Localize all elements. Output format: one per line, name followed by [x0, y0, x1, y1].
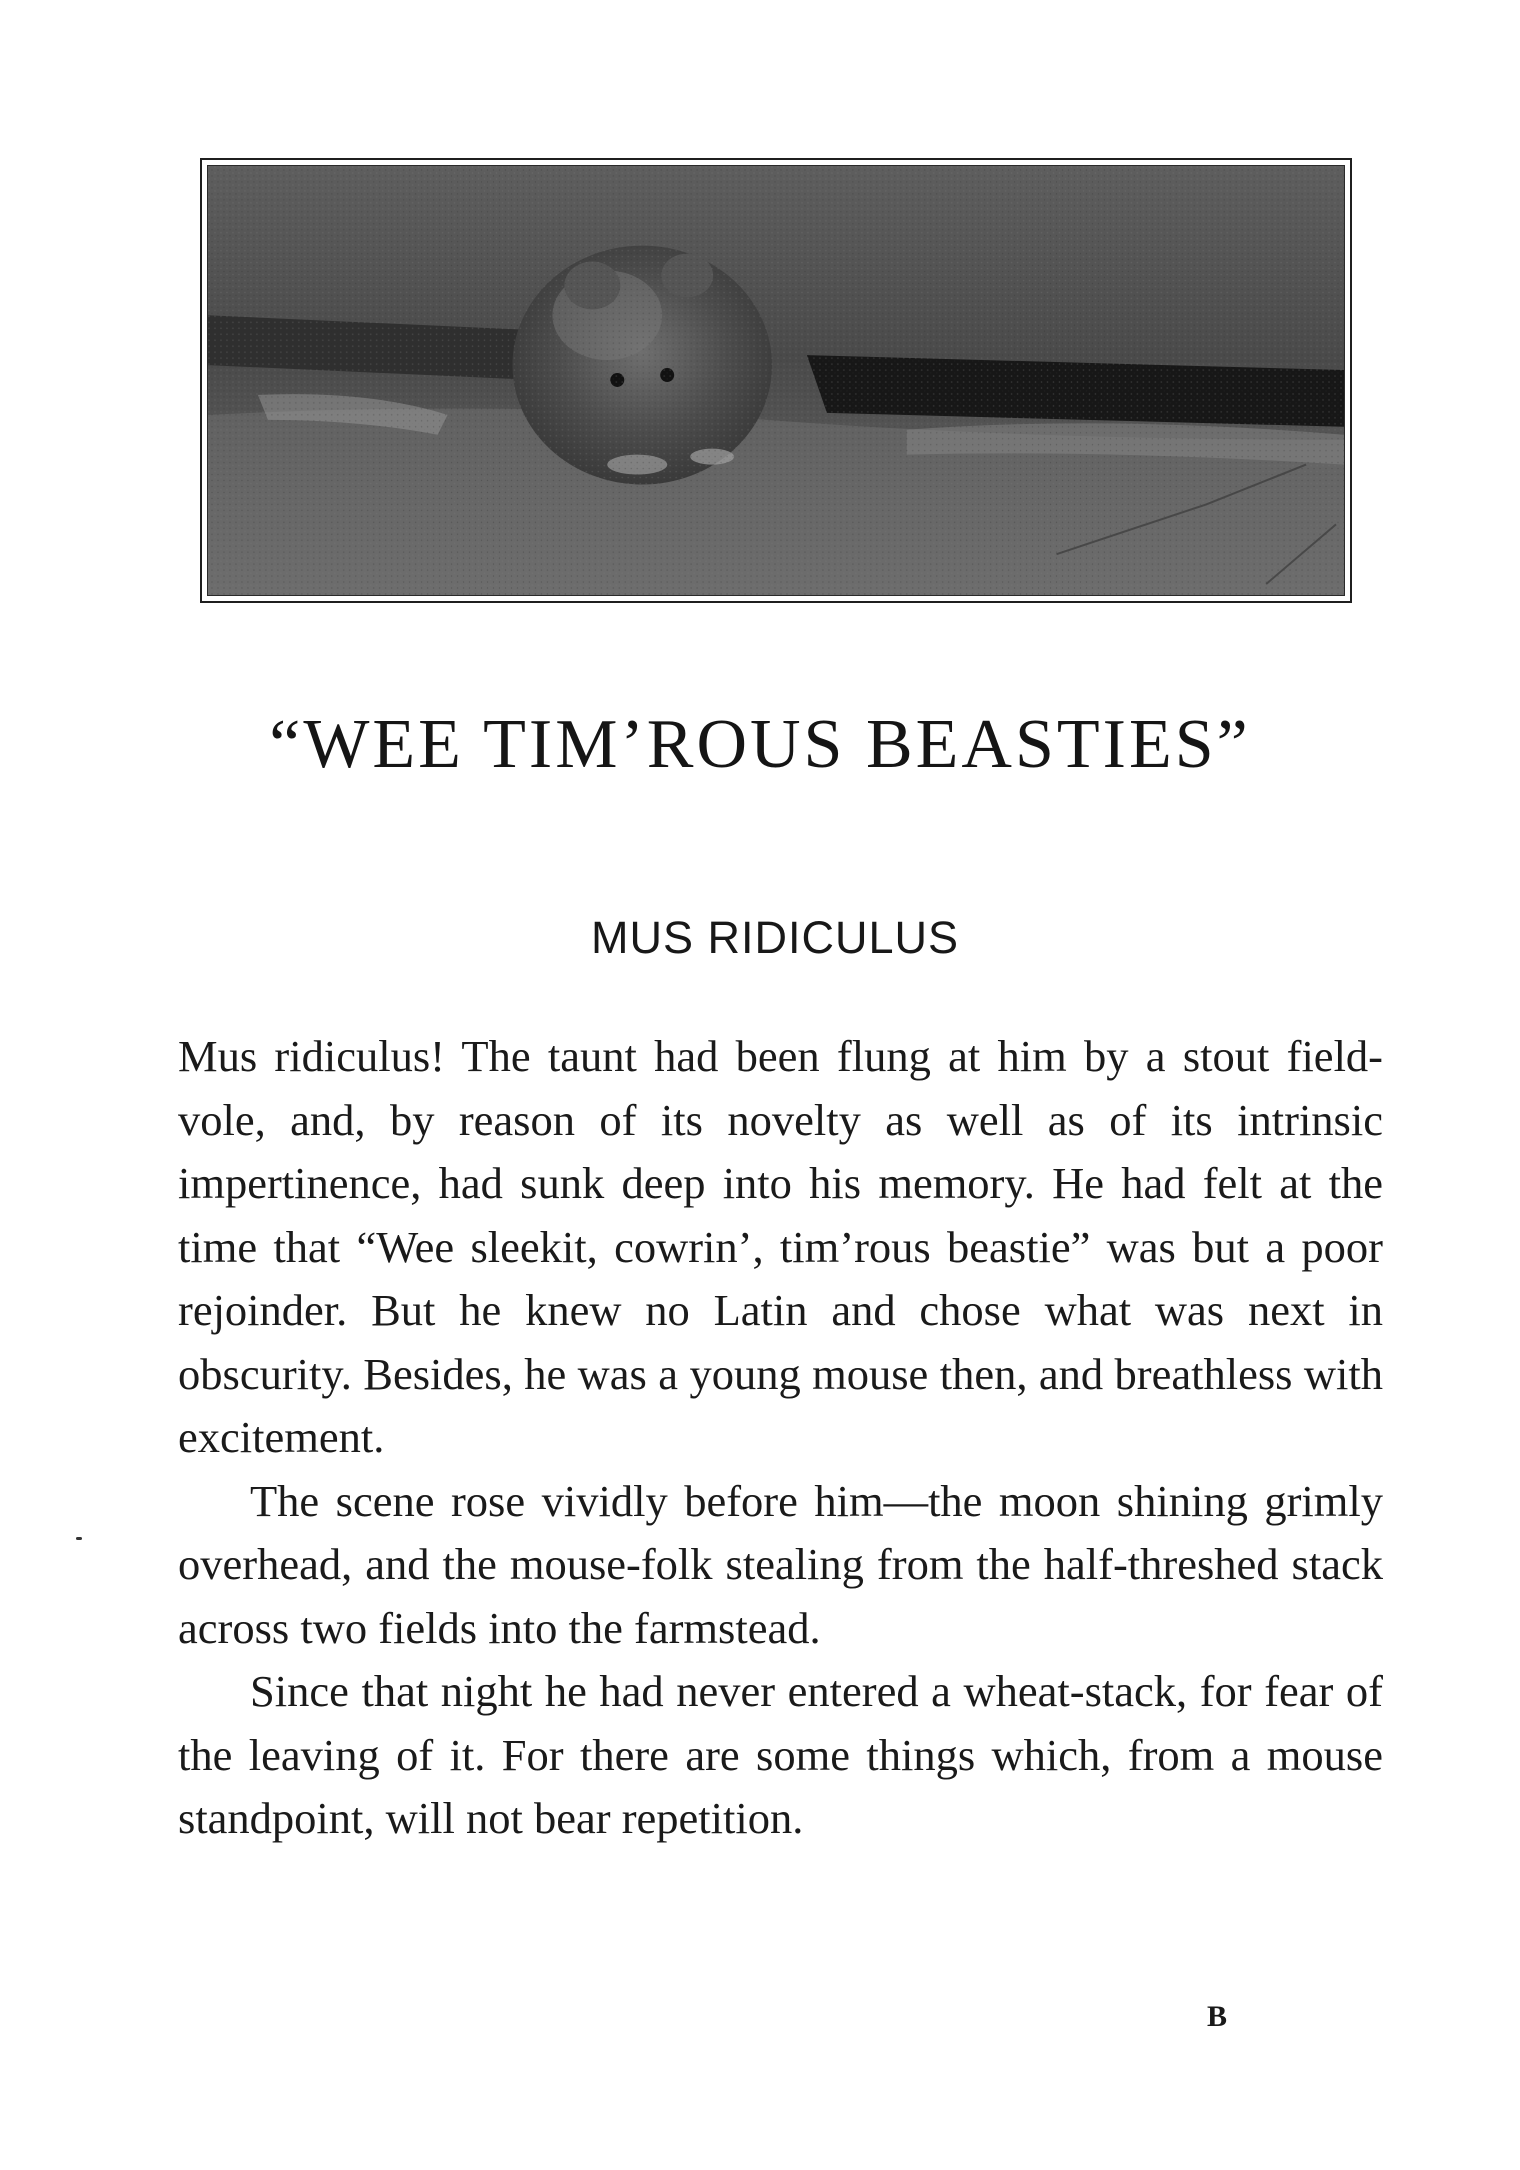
paragraph-3: Since that night he had never entered a wheat-stack, for fear of the leaving of it. For there are some things which, from a mouse standpoint, will not bear repetition.: [178, 1666, 1383, 1843]
chapter-subtitle: MUS RIDICULUS: [590, 912, 960, 963]
frontispiece-plate: [200, 158, 1352, 603]
paragraph-2: The scene rose vividly before him—the moon shining grimly overhead, and the mouse-folk stealing from the half-threshed stack across two fields into the farmstead.: [178, 1475, 1383, 1653]
chapter-title: “WEE TIM’ROUS BEASTIES”: [269, 706, 1251, 783]
plate-frame: [207, 165, 1345, 596]
chapter-body: [178, 1025, 1383, 1851]
page-speck: [76, 1537, 82, 1540]
paragraph-1: Mus ridiculus! The taunt had been flung at him by a stout field-vole, and, by reason of its novelty as well as of its intrinsic impertinence, had sunk deep into his memory. He had felt at the time that “Wee sleekit, cowrin’, tim’rous beastie” was but a poor rejoinder. But he knew no Latin and chose what was next in obscurity. Besides, he was a young mouse then, and breathless with excitement.: [178, 1031, 1383, 1462]
mouse-photograph-icon: [208, 166, 1344, 595]
signature-mark: B: [1207, 2000, 1228, 2033]
